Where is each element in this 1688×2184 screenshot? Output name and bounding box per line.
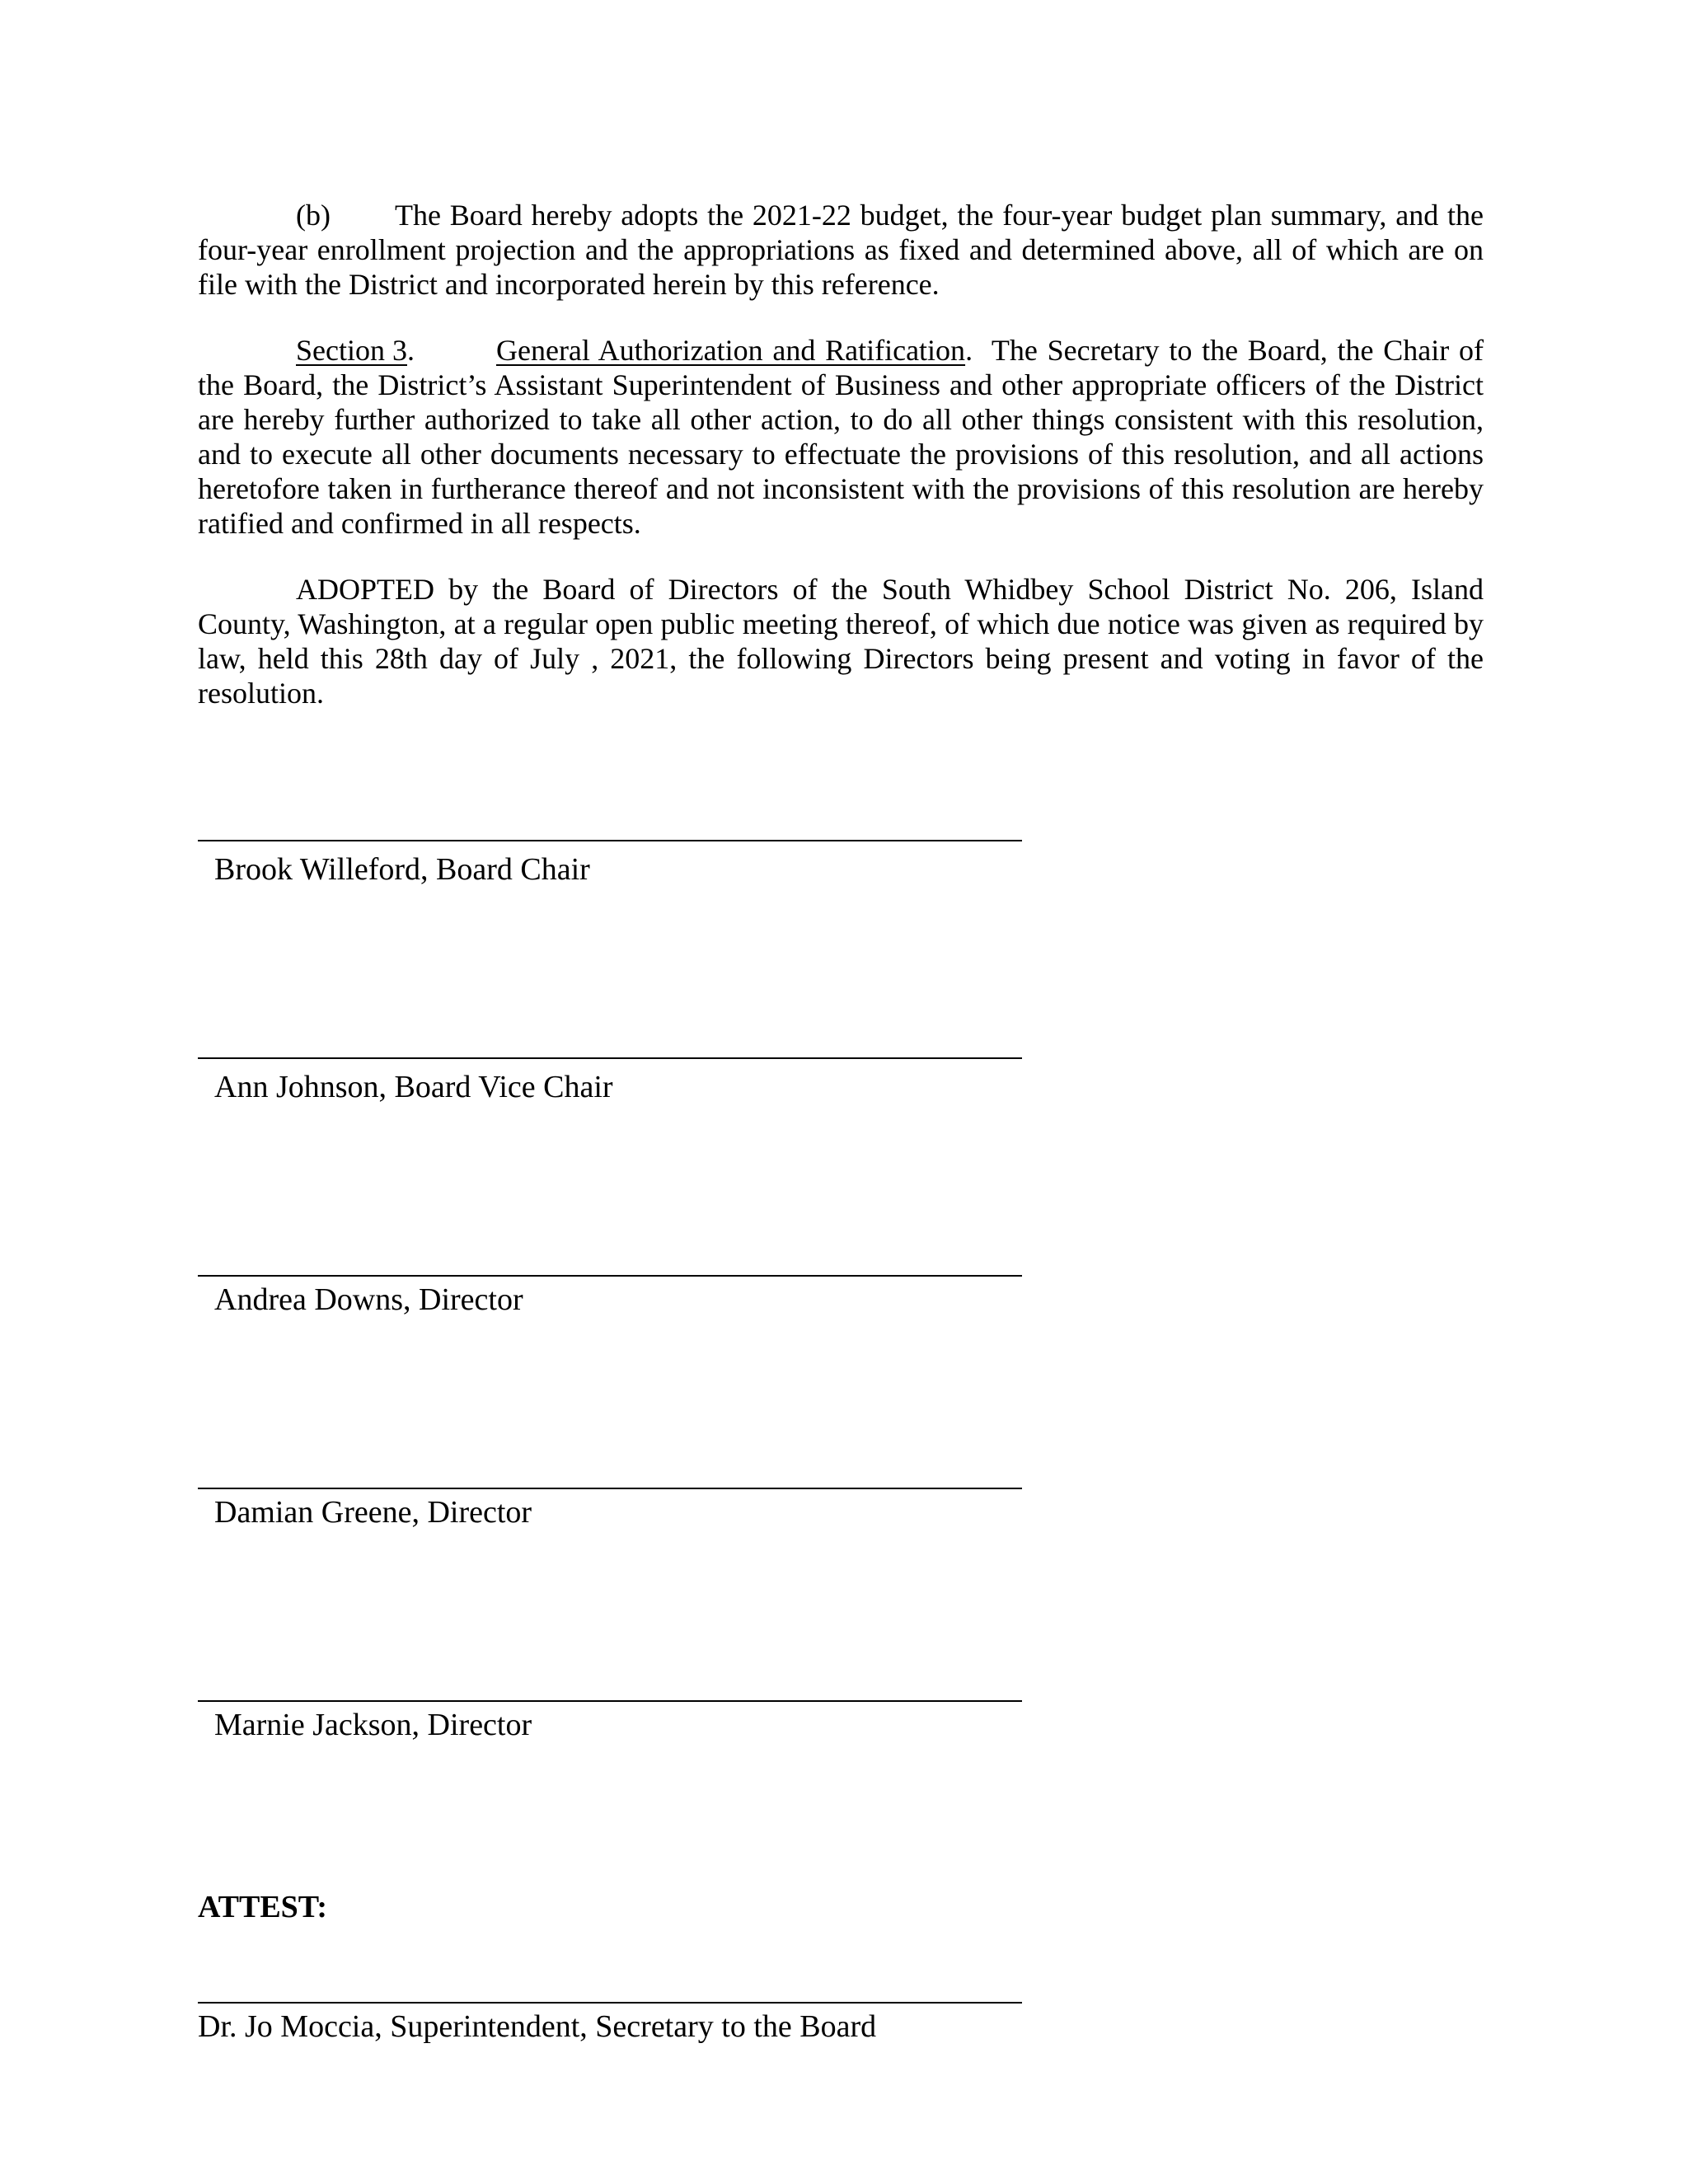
section-3-paragraph: [198, 333, 1484, 541]
signature-name-director-greene: Damian Greene, Director: [214, 1495, 532, 1530]
signature-name-director-downs: Andrea Downs, Director: [214, 1282, 523, 1317]
paragraph-b: [198, 198, 1484, 302]
adopted-text: ADOPTED by the Board of Directors of the South Whidbey School District No. 206, Island County, Washington, at a regular open public meeting thereof, of which due notice was given as required by law, held this 28th day of July , 2021, the following Directors being present and voting in favor of the resolution.: [198, 573, 1484, 710]
section-3-text: The Secretary to the Board, the Chair of the Board, the District’s Assistant Superintendent of Business and other appropriate officers of the District are hereby further authorized to take all other action, to do all other things consistent with this resolution, and to execute all other documents necessary to effectuate the provisions of this resolution, and all actions heretofore taken in furtherance thereof and not inconsistent with the provisions of this resolution are hereby ratified and confirmed in all respects.: [198, 334, 1484, 540]
section-3-heading: General Authorization and Ratification: [495, 334, 966, 367]
signature-line-board-chair: [198, 840, 1022, 841]
signature-line-board-vice-chair: [198, 1057, 1022, 1059]
signature-name-director-jackson: Marnie Jackson, Director: [214, 1708, 532, 1742]
section-3-label-punct: .: [406, 334, 415, 367]
signature-name-board-chair: Brook Willeford, Board Chair: [214, 852, 590, 887]
signature-name-secretary: Dr. Jo Moccia, Superintendent, Secretary to the Board: [198, 2009, 877, 2044]
signature-line-director-greene: [198, 1488, 1022, 1489]
section-3-label: Section 3: [296, 334, 407, 367]
signature-line-director-jackson: [198, 1700, 1022, 1702]
section-3-heading-punct: .: [965, 334, 973, 367]
signature-name-board-vice-chair: Ann Johnson, Board Vice Chair: [214, 1070, 613, 1104]
paragraph-b-text: The Board hereby adopts the 2021-22 budget, the four-year budget plan summary, and the four-year enrollment projection and the appropriations as fixed and determined above, all of which are on file with the District and incorporated herein by this reference.: [198, 199, 1484, 301]
attest-label: ATTEST:: [198, 1890, 327, 1924]
paragraph-b-label: (b): [296, 199, 331, 232]
signature-line-director-downs: [198, 1275, 1022, 1277]
signature-line-secretary: [198, 2002, 1022, 2004]
adopted-paragraph: [198, 572, 1484, 710]
